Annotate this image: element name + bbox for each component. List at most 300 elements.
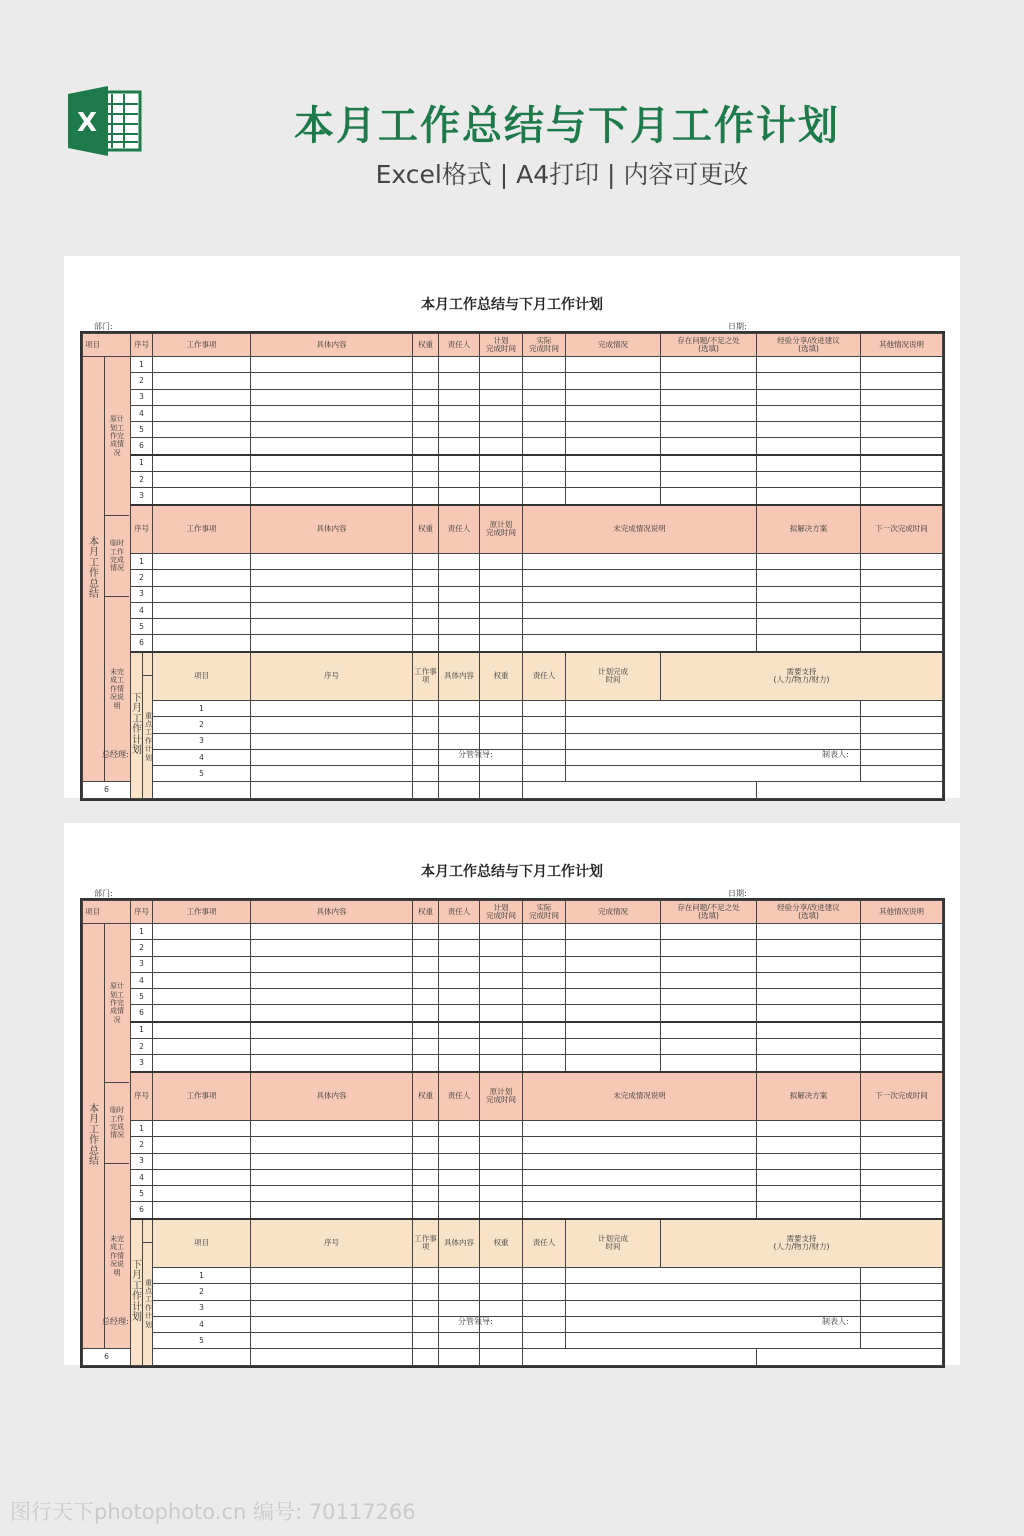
table-cell (861, 422, 943, 438)
table-cell (757, 972, 861, 988)
header-cell: 原计划 完成时间 (480, 1072, 523, 1121)
table-cell (757, 1202, 861, 1219)
header-cell: 序号 (251, 652, 413, 701)
table-cell (523, 488, 566, 505)
table-cell (251, 1055, 413, 1072)
table-cell (413, 619, 439, 635)
header-cell: 序号 (131, 1072, 153, 1121)
table-cell (439, 1120, 480, 1136)
row-number: 5 (131, 619, 153, 635)
row-number: 1 (131, 357, 153, 373)
table-cell (251, 1022, 413, 1039)
table-cell (413, 1333, 439, 1349)
row-number: 5 (153, 766, 251, 782)
header-cell: 未完成情况说明 (523, 1072, 757, 1121)
table-cell (566, 1055, 661, 1072)
table-cell (439, 619, 480, 635)
table-cell (251, 749, 413, 765)
table-cell (439, 1202, 480, 1219)
table-cell (480, 1055, 523, 1072)
table-row (83, 1153, 943, 1169)
table-cell (861, 1005, 943, 1022)
table-cell (480, 472, 523, 488)
sheet-title: 本月工作总结与下月工作计划 (421, 297, 603, 313)
table-row (83, 1333, 943, 1349)
row-number: 2 (131, 1137, 153, 1153)
row-number: 5 (153, 1333, 251, 1349)
table-cell (413, 1202, 439, 1219)
table-cell (566, 956, 661, 972)
row-number: 6 (131, 1202, 153, 1219)
header-cell: 计划完成 时间 (566, 1219, 661, 1268)
table-cell (153, 1022, 251, 1039)
table-cell (661, 373, 757, 389)
table-cell (757, 956, 861, 972)
table-cell (413, 472, 439, 488)
table-cell (251, 1120, 413, 1136)
group-label: 临时工作完成情况 (104, 1082, 129, 1162)
table-cell (439, 1055, 480, 1072)
table-row (83, 1055, 943, 1072)
table-cell (566, 1005, 661, 1022)
row-number: 2 (131, 940, 153, 956)
table-cell (480, 782, 523, 798)
table-cell (566, 1300, 861, 1316)
table-cell (523, 972, 566, 988)
table-cell (861, 1300, 943, 1316)
table-cell (480, 602, 523, 618)
table-cell (439, 635, 480, 652)
table-cell (413, 438, 439, 455)
table-cell (251, 570, 413, 586)
table-cell (480, 1005, 523, 1022)
table-cell (480, 619, 523, 635)
table-cell (661, 989, 757, 1005)
row-number: 2 (131, 570, 153, 586)
table-row (83, 422, 943, 438)
table-row (83, 1202, 943, 1219)
row-number: 3 (131, 586, 153, 602)
table-cell (661, 422, 757, 438)
table-cell (153, 1349, 251, 1365)
table-cell (413, 389, 439, 405)
table-cell (413, 1022, 439, 1039)
table-row (83, 1267, 943, 1283)
header-cell: 下一次完成时间 (861, 1072, 943, 1121)
dept-label: 部门: (94, 322, 113, 331)
table-cell (439, 438, 480, 455)
header-cell: 项目 (83, 901, 131, 924)
sheet-title: 本月工作总结与下月工作计划 (421, 864, 603, 880)
table-cell (413, 1349, 439, 1365)
table-cell (661, 472, 757, 488)
table-cell (757, 1169, 861, 1185)
table-row (83, 373, 943, 389)
header-cell: 其他情况说明 (861, 901, 943, 924)
table-cell (861, 1137, 943, 1153)
table-cell (480, 1153, 523, 1169)
table-cell (566, 989, 661, 1005)
table-cell (153, 972, 251, 988)
table-row (83, 1316, 943, 1332)
header-cell: 经验分享/改进建议 (选填) (757, 901, 861, 924)
table-cell (523, 1316, 566, 1332)
table-cell (439, 1267, 480, 1283)
table-cell (480, 488, 523, 505)
table-cell (153, 422, 251, 438)
table-cell (523, 940, 566, 956)
table-cell (861, 700, 943, 716)
header-cell: 计划完成 时间 (566, 652, 661, 701)
header-cell: 具体内容 (251, 505, 413, 554)
table-cell (439, 717, 480, 733)
header-cell: 具体内容 (251, 1072, 413, 1121)
table-cell (523, 1333, 566, 1349)
table-cell (523, 1005, 566, 1022)
table-cell (413, 373, 439, 389)
table-cell (861, 956, 943, 972)
table-cell (153, 1120, 251, 1136)
header-cell: 项目 (83, 334, 131, 357)
table-cell (439, 1333, 480, 1349)
table-row (83, 619, 943, 635)
header-cell: 序号 (131, 334, 153, 357)
header-cell: 拟解决方案 (757, 1072, 861, 1121)
row-number: 1 (131, 1120, 153, 1136)
table-cell (523, 717, 566, 733)
row-number: 2 (131, 373, 153, 389)
table-row (83, 1005, 943, 1022)
table-cell (661, 956, 757, 972)
table-cell (439, 472, 480, 488)
header-cell: 序号 (251, 1219, 413, 1268)
row-number: 6 (131, 438, 153, 455)
table-cell (480, 586, 523, 602)
table-cell (413, 782, 439, 798)
header-cell: 权重 (413, 1072, 439, 1121)
table-cell (251, 972, 413, 988)
table-cell (480, 373, 523, 389)
table-row (83, 1169, 943, 1185)
table-cell (480, 733, 523, 749)
table-cell (480, 389, 523, 405)
header-cell: 工作事项 (413, 652, 439, 701)
header-cell: 未完成情况说明 (523, 505, 757, 554)
table-cell (251, 766, 413, 782)
table-row (83, 553, 943, 569)
table-cell (480, 422, 523, 438)
row-number: 2 (131, 472, 153, 488)
table-cell (757, 635, 861, 652)
table-cell (439, 1300, 480, 1316)
footer-maker: 制表人: (822, 1317, 849, 1326)
table-cell (757, 940, 861, 956)
table-cell (251, 1169, 413, 1185)
table-cell (413, 749, 439, 765)
table-cell (480, 570, 523, 586)
table-cell (251, 488, 413, 505)
row-number: 5 (131, 1186, 153, 1202)
table-cell (523, 1202, 757, 1219)
table-row (83, 635, 943, 652)
table-cell (566, 940, 661, 956)
header-cell: 工作事项 (153, 505, 251, 554)
table-cell (439, 1005, 480, 1022)
table-cell (413, 989, 439, 1005)
table-row (83, 570, 943, 586)
table-cell (439, 989, 480, 1005)
header-cell: 工作事项 (153, 901, 251, 924)
table-cell (251, 1284, 413, 1300)
table-cell (439, 1153, 480, 1169)
table-cell (439, 455, 480, 472)
table-cell (757, 570, 861, 586)
group-label: 原计划工作完成情况 (104, 357, 129, 515)
table-cell (439, 956, 480, 972)
table-cell (566, 1039, 661, 1055)
header-cell: 权重 (413, 505, 439, 554)
work-table (82, 900, 943, 1366)
table-cell (413, 766, 439, 782)
table-cell (251, 1316, 413, 1332)
table-cell (861, 1022, 943, 1039)
table-header-row (83, 1072, 943, 1121)
row-number: 2 (153, 1284, 251, 1300)
table-cell (251, 700, 413, 716)
table-row (83, 1039, 943, 1055)
table-cell (413, 602, 439, 618)
row-number: 1 (153, 700, 251, 716)
table-cell (413, 1316, 439, 1332)
group-label: 未完成工作情况说明 (104, 1163, 129, 1349)
table-cell (439, 373, 480, 389)
table-cell (861, 1267, 943, 1283)
table-cell (523, 1153, 757, 1169)
row-number: 3 (131, 1055, 153, 1072)
table-cell (757, 1022, 861, 1039)
row-number: 4 (153, 749, 251, 765)
table-cell (153, 1202, 251, 1219)
header-cell: 实际 完成时间 (523, 334, 566, 357)
table-cell (661, 924, 757, 940)
table-cell (523, 1055, 566, 1072)
table-cell (153, 455, 251, 472)
table-cell (439, 1284, 480, 1300)
table-cell (523, 1169, 757, 1185)
table-cell (861, 586, 943, 602)
table-cell (523, 570, 757, 586)
table-cell (439, 1349, 480, 1365)
table-cell (661, 1055, 757, 1072)
worksheet-page (64, 256, 960, 798)
table-cell (251, 1267, 413, 1283)
table-cell (439, 602, 480, 618)
svg-text:X: X (76, 108, 98, 138)
table-cell (413, 586, 439, 602)
table-cell (153, 619, 251, 635)
table-cell (566, 733, 861, 749)
table-cell (439, 553, 480, 569)
table-cell (566, 1284, 861, 1300)
table-cell (661, 438, 757, 455)
header-cell: 工作事项 (153, 1072, 251, 1121)
table-cell (480, 405, 523, 421)
row-number: 1 (153, 1267, 251, 1283)
table-cell (251, 940, 413, 956)
table-cell (861, 972, 943, 988)
table-cell (523, 438, 566, 455)
table-cell (480, 438, 523, 455)
table-cell (480, 1267, 523, 1283)
table-cell (757, 1039, 861, 1055)
group-label: 未完成工作情况说明 (104, 596, 129, 782)
table-cell (153, 1137, 251, 1153)
table-cell (413, 1300, 439, 1316)
table-cell (480, 717, 523, 733)
table-cell (439, 1137, 480, 1153)
table-cell (413, 1267, 439, 1283)
table-cell (413, 357, 439, 373)
table-row (83, 1120, 943, 1136)
row-number: 5 (131, 989, 153, 1005)
footer-leader: 分管领导: (458, 1317, 493, 1326)
table-cell (566, 1267, 861, 1283)
table-cell (413, 553, 439, 569)
header-cell: 具体内容 (439, 1219, 480, 1268)
table-row (83, 1137, 943, 1153)
row-number: 5 (131, 422, 153, 438)
row-number: 6 (131, 635, 153, 652)
table-cell (566, 438, 661, 455)
table-cell (413, 924, 439, 940)
header-cell: 权重 (480, 652, 523, 701)
table-row (83, 766, 943, 782)
table-row (83, 1022, 943, 1039)
table-cell (251, 717, 413, 733)
page-subtitle: Excel格式 | A4打印 | 内容可更改 (375, 160, 749, 189)
table-cell (861, 389, 943, 405)
table-cell (251, 733, 413, 749)
table-cell (480, 635, 523, 652)
table-cell (861, 766, 943, 782)
row-number: 3 (131, 389, 153, 405)
row-number: 6 (131, 1005, 153, 1022)
table-cell (523, 619, 757, 635)
table-cell (523, 422, 566, 438)
header-cell: 下一次完成时间 (861, 505, 943, 554)
table-cell (861, 1153, 943, 1169)
table-cell (861, 373, 943, 389)
table-cell (566, 488, 661, 505)
table-cell (861, 438, 943, 455)
table-cell (861, 357, 943, 373)
table-cell (523, 924, 566, 940)
table-cell (413, 422, 439, 438)
table-cell (251, 455, 413, 472)
table-row (83, 924, 943, 940)
table-cell (757, 488, 861, 505)
table-cell (661, 972, 757, 988)
table-cell (566, 972, 661, 988)
table-row (83, 1284, 943, 1300)
table-cell (251, 1202, 413, 1219)
table-cell (861, 924, 943, 940)
table-cell (413, 1137, 439, 1153)
table-cell (523, 586, 757, 602)
header-cell: 拟解决方案 (757, 505, 861, 554)
header-cell: 具体内容 (251, 901, 413, 924)
table-header-row (83, 505, 943, 554)
table-cell (439, 1022, 480, 1039)
table-cell (523, 405, 566, 421)
table-cell (153, 405, 251, 421)
table-cell (439, 488, 480, 505)
table-cell (523, 749, 566, 765)
header-cell: 序号 (131, 901, 153, 924)
table-row (83, 602, 943, 618)
table-row (83, 717, 943, 733)
row-number: 3 (131, 488, 153, 505)
table-cell (523, 357, 566, 373)
table-cell (661, 488, 757, 505)
table-cell (413, 1039, 439, 1055)
table-cell (861, 940, 943, 956)
table-header-row (83, 652, 943, 701)
header-cell: 责任人 (439, 901, 480, 924)
table-cell (439, 940, 480, 956)
table-cell (413, 1005, 439, 1022)
table-cell (566, 766, 861, 782)
table-cell (566, 373, 661, 389)
table-cell (661, 405, 757, 421)
section-label-summary: 本 月 工 作 总 结 原计划工作完成情况 临时工作完成情况 未完成工作情况说明 (83, 357, 131, 782)
table-cell (757, 782, 943, 798)
table-cell (413, 570, 439, 586)
table-cell (480, 766, 523, 782)
table-cell (153, 924, 251, 940)
table-cell (153, 373, 251, 389)
table-cell (566, 700, 861, 716)
table-cell (861, 455, 943, 472)
header-cell: 项目 (153, 652, 251, 701)
table-cell (439, 924, 480, 940)
table-cell (566, 405, 661, 421)
table-cell (413, 405, 439, 421)
table-row (83, 940, 943, 956)
table-cell (251, 1186, 413, 1202)
table-cell (480, 357, 523, 373)
table-cell (251, 924, 413, 940)
table-cell (413, 1120, 439, 1136)
table-cell (861, 1202, 943, 1219)
table-cell (439, 733, 480, 749)
header-cell: 计划 完成时间 (480, 901, 523, 924)
table-cell (523, 1186, 757, 1202)
table-row (83, 1349, 943, 1365)
table-cell (523, 766, 566, 782)
watermark: 图行天下photophoto.cn 编号: 70117266 (10, 1500, 416, 1524)
section-label-summary: 本 月 工 作 总 结 原计划工作完成情况 临时工作完成情况 未完成工作情况说明 (83, 924, 131, 1349)
table-cell (153, 940, 251, 956)
table-header-row (83, 1219, 943, 1268)
table-cell (153, 1005, 251, 1022)
table-cell (757, 619, 861, 635)
table-cell (566, 422, 661, 438)
table-cell (413, 733, 439, 749)
table-cell (251, 1153, 413, 1169)
table-row (83, 586, 943, 602)
table-cell (523, 472, 566, 488)
